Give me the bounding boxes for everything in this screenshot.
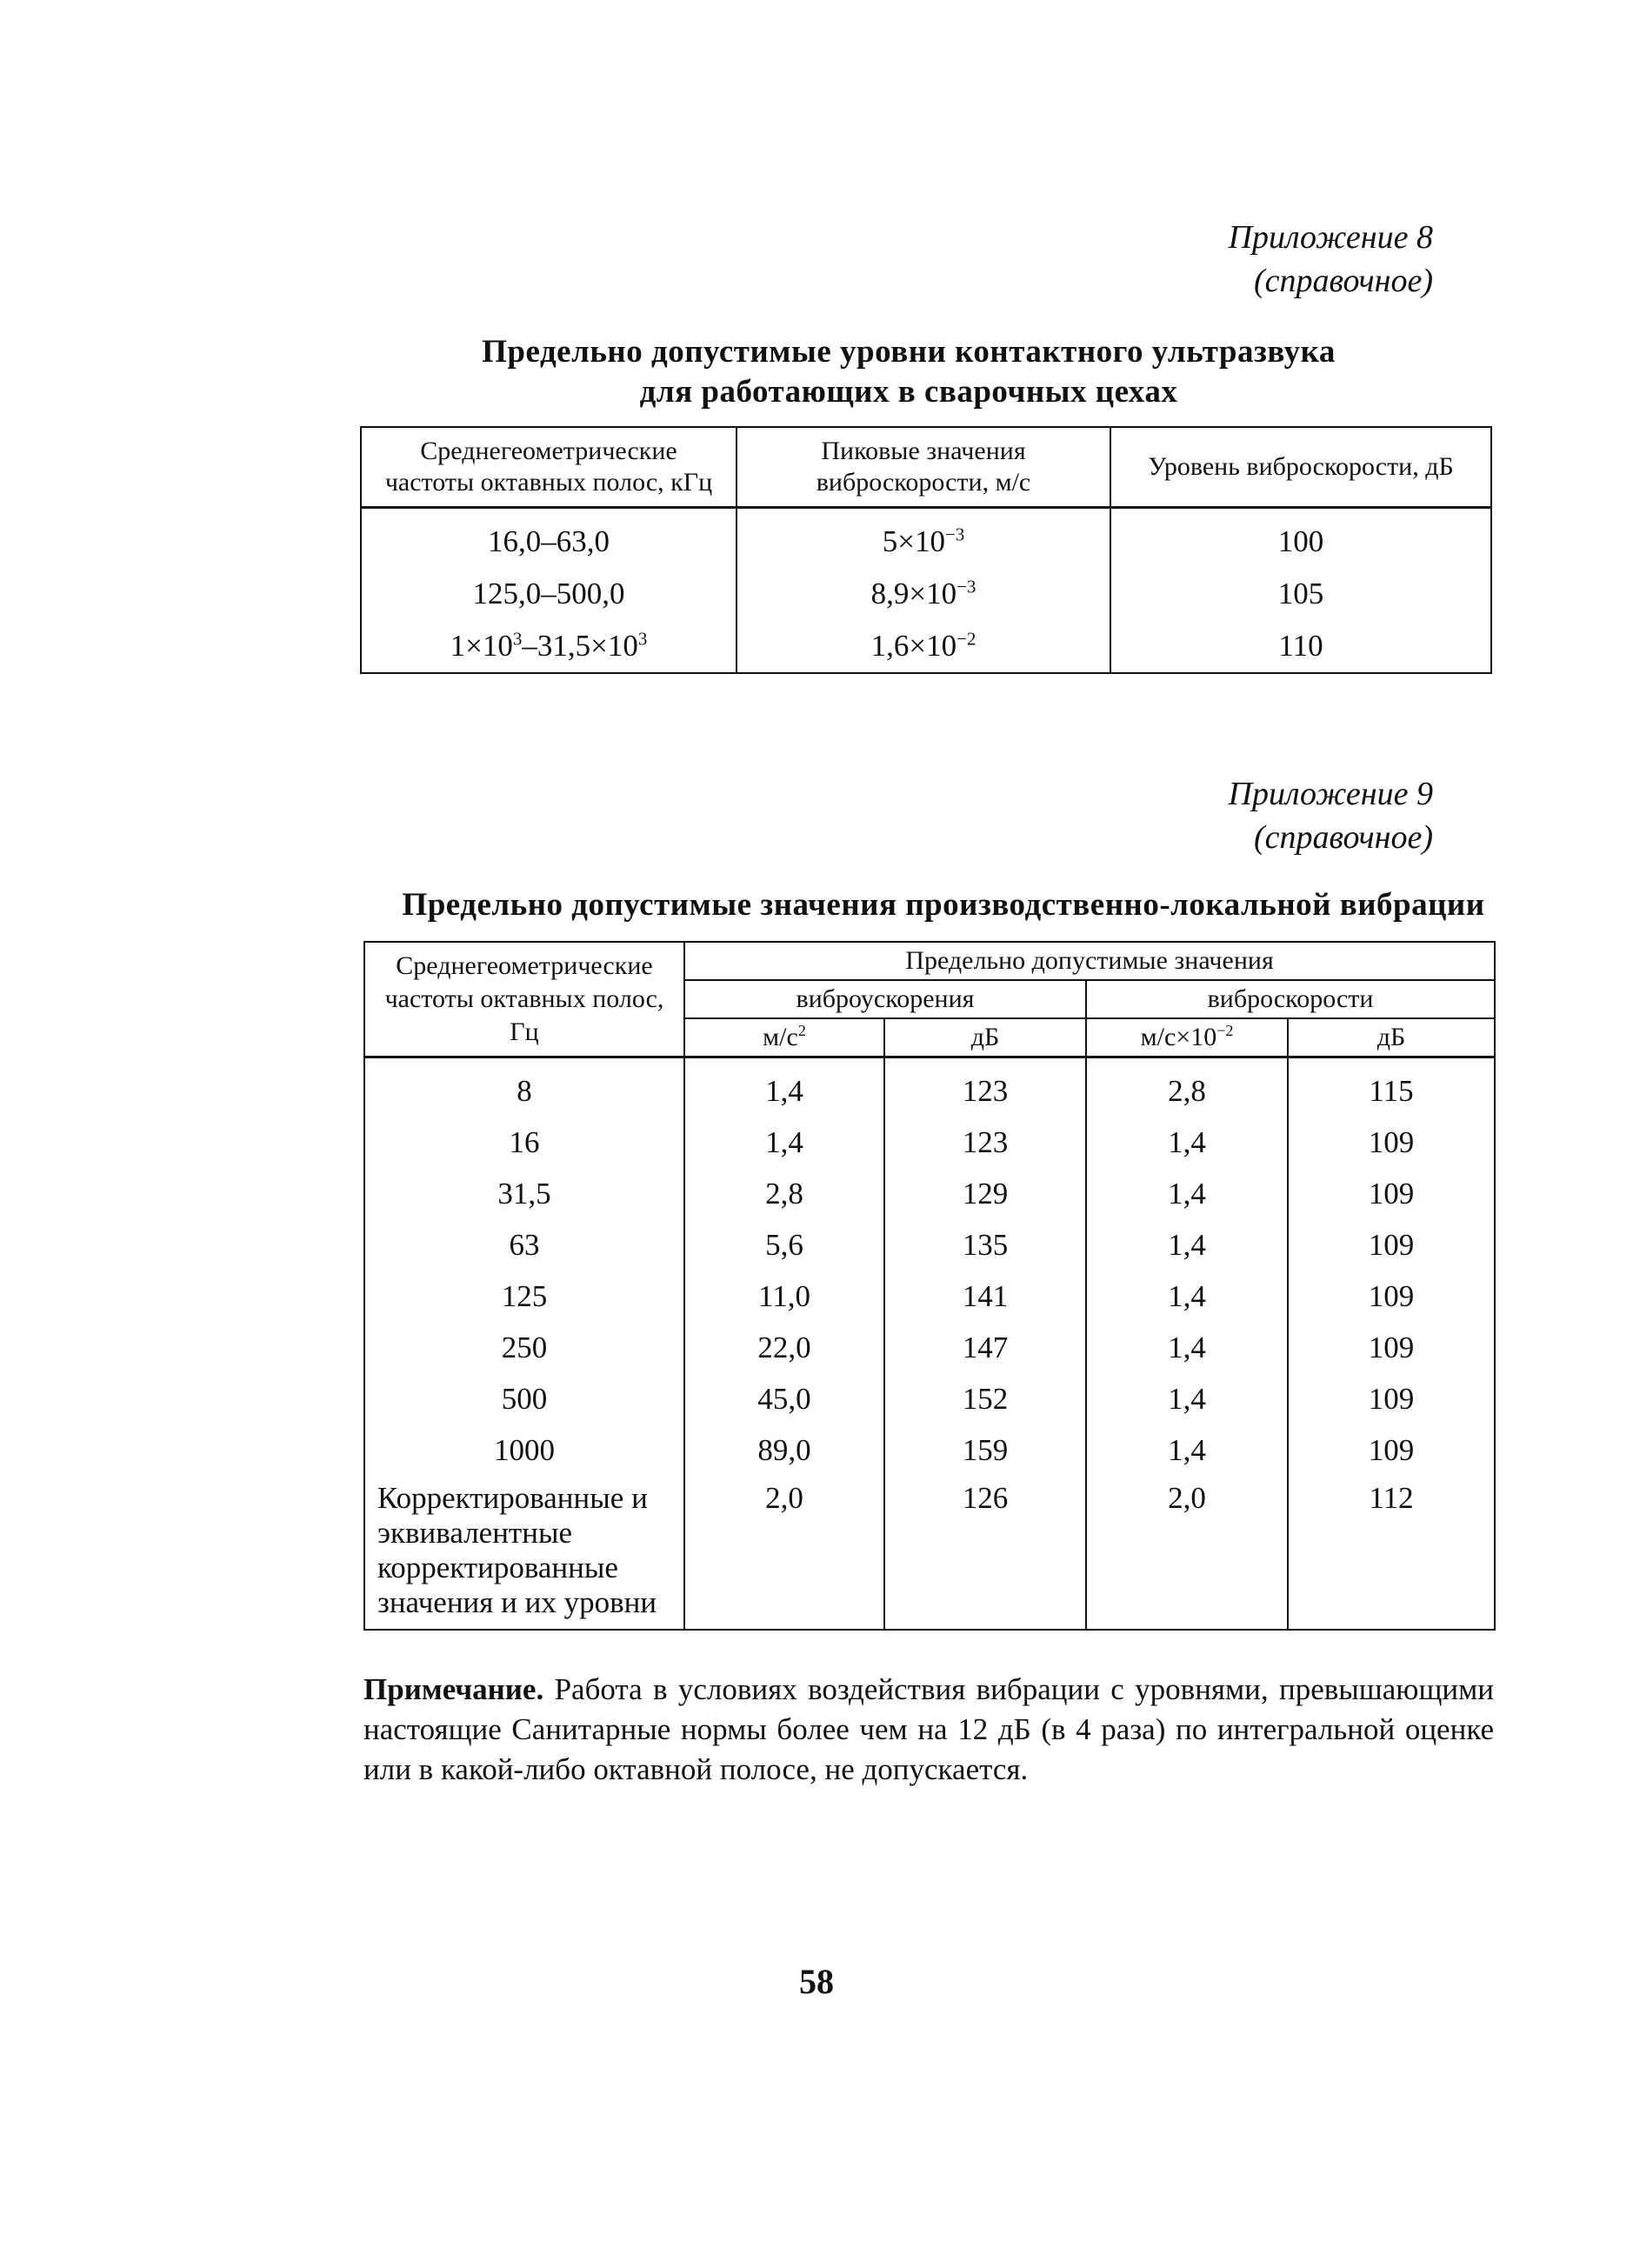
table-row — [361, 620, 1491, 673]
accel-cell: 11,0 — [684, 1271, 884, 1322]
table-row — [364, 1322, 1495, 1373]
table-header-row — [361, 427, 1491, 508]
vel-cell: 2,0 — [1086, 1476, 1288, 1630]
freq-cell: 500 — [364, 1373, 684, 1424]
vel-cell: 2,8 — [1086, 1057, 1288, 1117]
appendix-8-title — [357, 332, 1461, 412]
appendix-9-title: Предельно допустимые значения производственно-локальной вибрации — [402, 887, 1485, 923]
table-row — [364, 1271, 1495, 1322]
footnote — [363, 1670, 1494, 1790]
freq-cell: 63 — [364, 1219, 684, 1271]
appendix-8-label: Приложение 8 — [1228, 219, 1433, 256]
table-row-corrected — [364, 1476, 1495, 1630]
accel-cell: 22,0 — [684, 1322, 884, 1373]
level-cell: 105 — [1110, 568, 1491, 620]
accel-cell: 45,0 — [684, 1373, 884, 1424]
vel-cell: 1,4 — [1086, 1271, 1288, 1322]
appendix-9-note: (справочное) — [1253, 819, 1433, 856]
table-row — [364, 1424, 1495, 1476]
table-header-row — [364, 942, 1495, 980]
freq-cell: 250 — [364, 1322, 684, 1373]
vel-cell: 1,4 — [1086, 1117, 1288, 1168]
freq-cell: 8 — [364, 1057, 684, 1117]
freq-cell: 16 — [364, 1117, 684, 1168]
vel-cell: 1,4 — [1086, 1168, 1288, 1219]
page-number: 58 — [799, 1962, 834, 2001]
appendix-8-heading — [824, 216, 1433, 303]
vel-db-header: дБ — [1288, 1018, 1495, 1057]
accel-db-header: дБ — [884, 1018, 1086, 1057]
column-header: Пиковые значения виброскорости, м/с — [737, 427, 1110, 508]
vel-cell: 1,4 — [1086, 1424, 1288, 1476]
freq-cell: 1000 — [364, 1424, 684, 1476]
accel-db-cell: 141 — [884, 1271, 1086, 1322]
vel-cell: 1,4 — [1086, 1373, 1288, 1424]
vel-db-cell: 112 — [1288, 1476, 1495, 1630]
table-row — [364, 1168, 1495, 1219]
limits-header: Предельно допустимые значения — [684, 942, 1495, 980]
accel-db-cell: 123 — [884, 1057, 1086, 1117]
accel-cell: 5,6 — [684, 1219, 884, 1271]
accel-cell: 2,0 — [684, 1476, 884, 1630]
column-header: Среднегеометрические частоты октавных полос, кГц — [361, 427, 737, 508]
table-row — [364, 1057, 1495, 1117]
appendix-9-heading — [824, 772, 1433, 859]
accel-db-cell: 126 — [884, 1476, 1086, 1630]
accel-cell: 89,0 — [684, 1424, 884, 1476]
level-cell: 100 — [1110, 508, 1491, 569]
vel-db-cell: 109 — [1288, 1322, 1495, 1373]
table-row — [364, 1117, 1495, 1168]
freq-column-header: Среднегеометрические частоты октавных полос, Гц — [364, 942, 684, 1057]
footnote-text: Работа в условиях воздействия вибрации с уровнями, превышающими настоящие Санитарные нормы более чем на 12 дБ (в 4 раза) по интегральной оценке или в какой-либо октавной полосе, не допускается. — [363, 1672, 1494, 1786]
accel-cell: 1,4 — [684, 1057, 884, 1117]
accel-cell: 2,8 — [684, 1168, 884, 1219]
appendix-8-title-line2: для работающих в сварочных цехах — [639, 374, 1178, 410]
velocity-header: виброскорости — [1086, 980, 1495, 1018]
ultrasound-table — [360, 426, 1492, 674]
vel-unit-header: $м/с\times 10^{-2}$ — [1086, 1018, 1288, 1057]
accel-db-cell: 129 — [884, 1168, 1086, 1219]
peak-cell: $5\times 10^{-3}$ — [737, 508, 1110, 569]
footnote-label: Примечание. — [363, 1672, 544, 1706]
vel-cell: 1,4 — [1086, 1219, 1288, 1271]
peak-cell: $1,6\times 10^{-2}$ — [737, 620, 1110, 673]
appendix-8-title-line1: Предельно допустимые уровни контактного ультразвука — [482, 334, 1336, 370]
vel-db-cell: 109 — [1288, 1271, 1495, 1322]
vel-db-cell: 109 — [1288, 1117, 1495, 1168]
vibration-table — [363, 941, 1496, 1631]
freq-cell: $1\times 10^3-31,5\times 10^3$ — [361, 620, 737, 673]
level-cell: 110 — [1110, 620, 1491, 673]
freq-cell: 16,0–63,0 — [361, 508, 737, 569]
table-row — [364, 1373, 1495, 1424]
freq-cell: 125,0–500,0 — [361, 568, 737, 620]
vel-db-cell: 109 — [1288, 1219, 1495, 1271]
accel-db-cell: 123 — [884, 1117, 1086, 1168]
accel-header: виброускорения — [684, 980, 1086, 1018]
freq-cell: 31,5 — [364, 1168, 684, 1219]
accel-cell: 1,4 — [684, 1117, 884, 1168]
accel-db-cell: 152 — [884, 1373, 1086, 1424]
peak-cell: $8,9\times 10^{-3}$ — [737, 568, 1110, 620]
freq-cell: 125 — [364, 1271, 684, 1322]
accel-db-cell: 147 — [884, 1322, 1086, 1373]
accel-db-cell: 159 — [884, 1424, 1086, 1476]
corrected-label-cell: Корректированные и эквивалентные корректированные значения и их уровни — [364, 1476, 684, 1630]
table-row — [364, 1219, 1495, 1271]
appendix-9-label: Приложение 9 — [1228, 776, 1433, 812]
accel-unit-header: $м/с^2$ — [684, 1018, 884, 1057]
column-header: Уровень виброскорости, дБ — [1110, 427, 1491, 508]
table-row — [361, 568, 1491, 620]
vel-db-cell: 109 — [1288, 1373, 1495, 1424]
accel-db-cell: 135 — [884, 1219, 1086, 1271]
vel-db-cell: 109 — [1288, 1168, 1495, 1219]
table-row — [361, 508, 1491, 569]
appendix-8-note: (справочное) — [1253, 263, 1433, 299]
vel-cell: 1,4 — [1086, 1322, 1288, 1373]
vel-db-cell: 109 — [1288, 1424, 1495, 1476]
vel-db-cell: 115 — [1288, 1057, 1495, 1117]
